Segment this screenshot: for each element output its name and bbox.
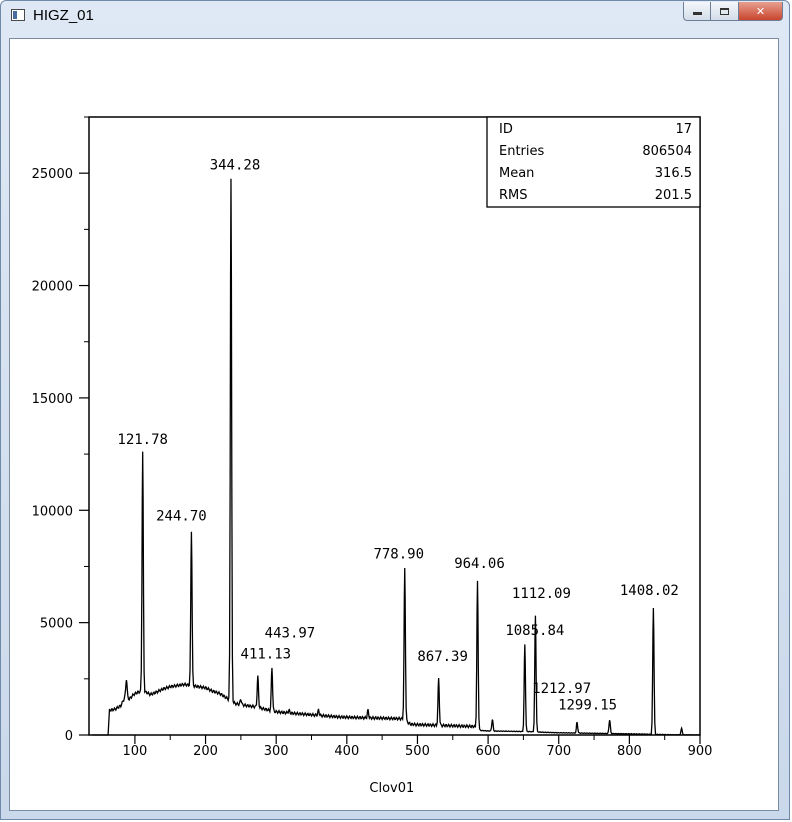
peak-label: 778.90: [373, 546, 425, 563]
y-tick-label: 5000: [39, 616, 73, 632]
plot-frame: [89, 117, 700, 735]
peak-label: 867.39: [417, 648, 468, 665]
y-tick-label: 20000: [31, 279, 73, 295]
window-controls: [683, 2, 783, 22]
close-icon: ✕: [755, 4, 766, 18]
spectrum-line: [93, 179, 700, 735]
x-tick-label: 700: [546, 744, 572, 759]
peak-label: 1112.09: [511, 585, 571, 602]
peak-label: 244.70: [156, 508, 207, 525]
minimize-icon: [693, 12, 702, 15]
x-axis-title: Clov01: [369, 781, 415, 796]
maximize-icon: [720, 8, 729, 15]
y-tick-label: 0: [64, 729, 73, 744]
stats-value: 316.5: [654, 166, 692, 181]
peak-label: 344.28: [209, 157, 261, 174]
stats-label: RMS: [499, 188, 528, 203]
y-tick-label: 15000: [31, 391, 73, 407]
minimize-button[interactable]: [683, 2, 711, 21]
x-tick-label: 900: [687, 744, 713, 759]
canvas-area: [9, 38, 779, 811]
stats-value: 17: [675, 122, 692, 137]
peak-label: 964.06: [454, 556, 505, 573]
stats-value: 201.5: [654, 188, 692, 203]
x-tick-label: 800: [616, 744, 642, 759]
peak-label: 121.78: [117, 431, 168, 448]
histogram-chart: [10, 39, 778, 810]
window-title: HIGZ_01: [33, 7, 94, 24]
title-bar[interactable]: [1, 1, 789, 33]
y-tick-label: 10000: [31, 504, 73, 520]
x-tick-label: 300: [263, 744, 289, 759]
x-tick-label: 500: [405, 744, 430, 759]
stats-value: 806504: [642, 144, 692, 159]
window-icon[interactable]: [11, 9, 25, 21]
peak-labels: [117, 158, 678, 714]
stats-label: ID: [499, 122, 513, 137]
peak-label: 1299.15: [558, 697, 618, 714]
close-button[interactable]: [739, 2, 783, 21]
stats-label: Mean: [499, 166, 535, 181]
peak-label: 1408.02: [619, 582, 679, 599]
peak-label: 443.97: [264, 625, 316, 642]
x-tick-label: 100: [122, 744, 148, 759]
y-tick-label: 25000: [31, 167, 73, 183]
peak-label: 1212.97: [532, 680, 592, 697]
stats-label: Entries: [499, 144, 545, 159]
plot-area: [89, 117, 700, 735]
x-tick-label: 600: [475, 744, 501, 759]
x-tick-label: 200: [193, 744, 218, 759]
peak-label: 1085.84: [505, 623, 565, 640]
x-tick-label: 400: [334, 744, 360, 759]
peak-label: 411.13: [240, 646, 292, 663]
stats-box: [487, 117, 700, 207]
maximize-button[interactable]: [711, 2, 739, 21]
